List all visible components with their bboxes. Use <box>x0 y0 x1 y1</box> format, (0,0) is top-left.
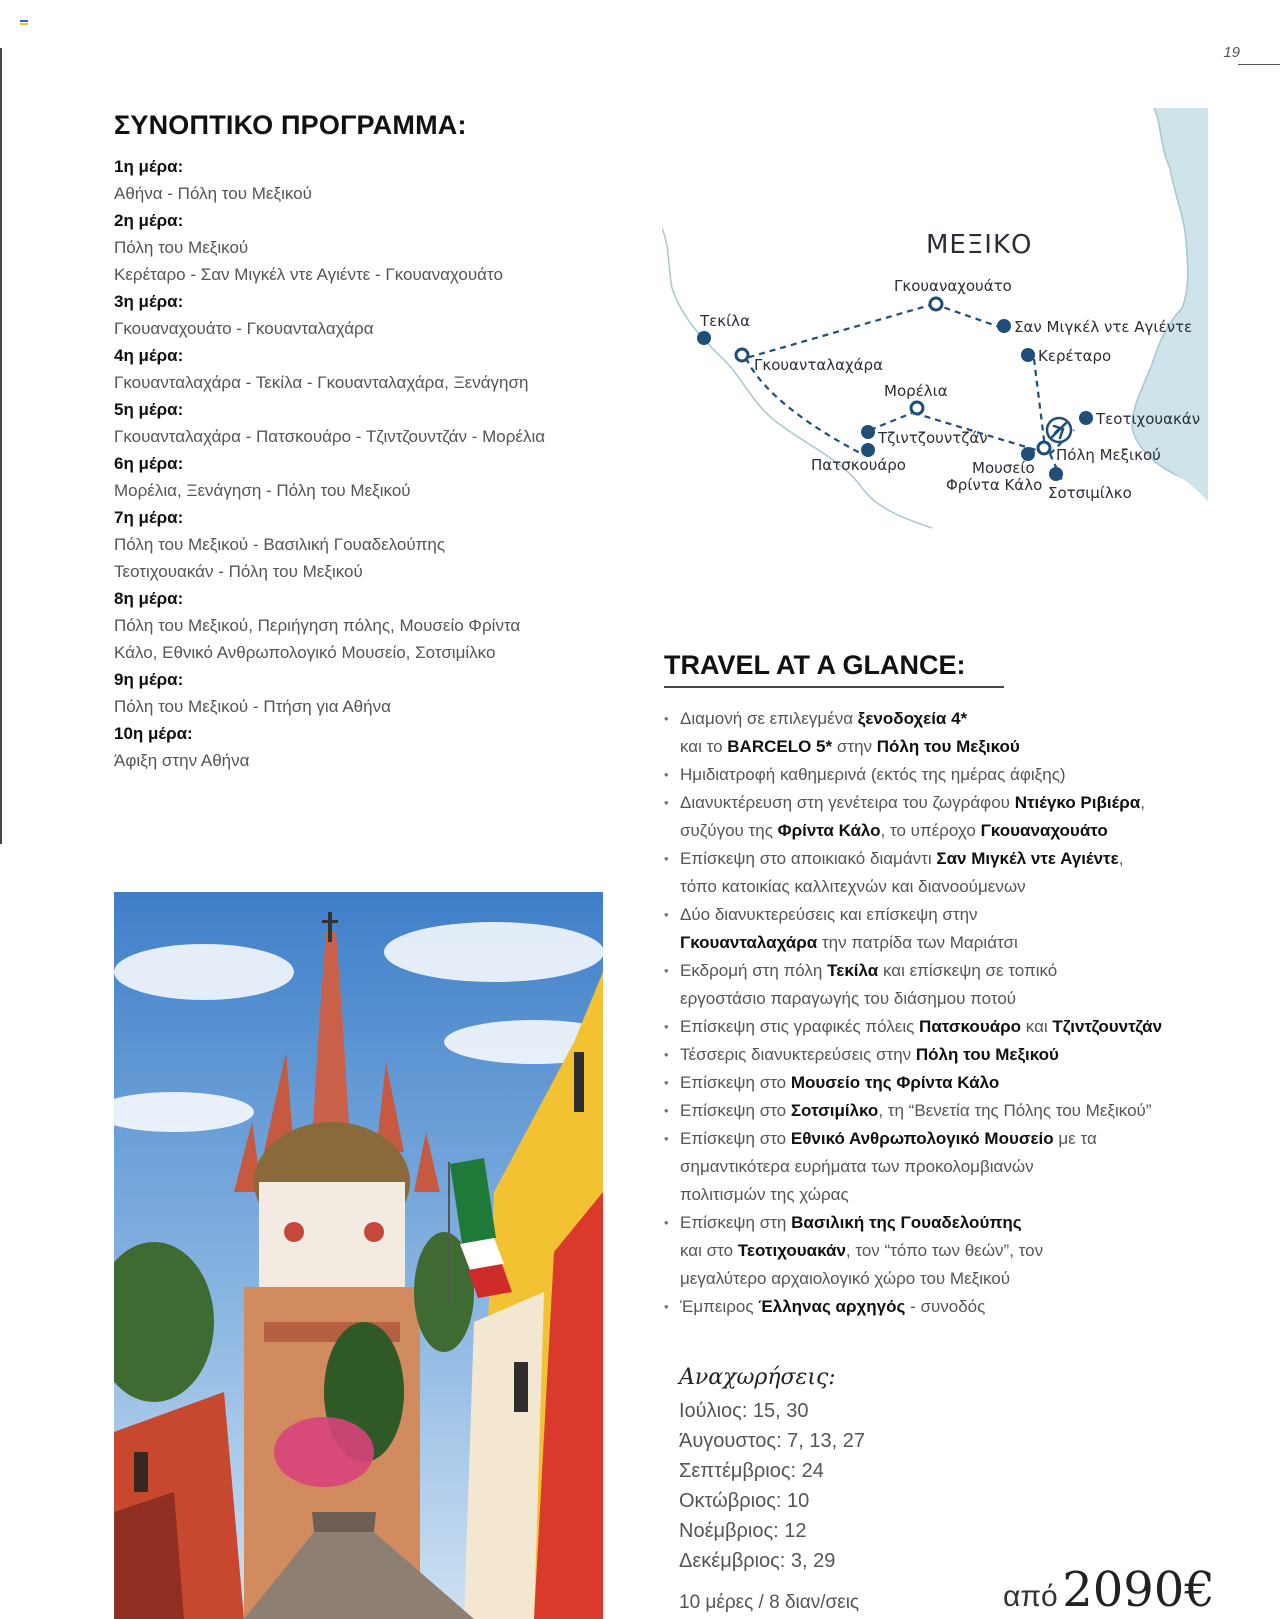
brand-flag-mark <box>20 20 28 27</box>
highlight-text: πολιτισμών της χώρας <box>680 1185 849 1204</box>
highlight-item <box>664 789 1224 845</box>
highlights-list <box>664 705 1224 1321</box>
day-label: 5η μέρα: <box>114 400 184 419</box>
highlight-bold-text: Εθνικό Ανθρωπολογικό Μουσείο <box>790 1129 1054 1148</box>
highlight-bold-text: Φρίντα Κάλο <box>777 821 881 840</box>
highlight-text: Έμπειρος <box>680 1297 759 1316</box>
highlight-item <box>664 1293 1224 1321</box>
day-4 <box>114 342 614 396</box>
day-line: Πόλη του Μεξικού <box>114 238 249 257</box>
day-label: 4η μέρα: <box>114 346 184 365</box>
marker-queretaro <box>1021 348 1035 362</box>
departure-date: Δεκέμβριος: 3, 29 <box>679 1550 836 1572</box>
marker-mexico-city <box>1038 442 1050 454</box>
highlight-text: και το <box>680 737 728 756</box>
label-queretaro: Κερέταρο <box>1038 347 1112 365</box>
label-mexico-city: Πόλη Μεξικού <box>1056 446 1161 464</box>
day-line: Γκουανταλαχάρα - Τεκίλα - Γκουανταλαχάρα, Ξενάγηση <box>114 373 529 392</box>
highlight-bold-text: Σαν Μιγκέλ ντε Αγιέντε <box>936 849 1119 868</box>
highlight-text: Επίσκεψη στις γραφικές πόλεις <box>680 1017 920 1036</box>
marker-morelia <box>911 402 923 414</box>
san-miguel-photo <box>114 892 603 1619</box>
highlight-bold-text: ξενοδοχεία 4* <box>857 709 968 728</box>
day-line: Γκουαναχουάτο - Γκουανταλαχάρα <box>114 319 374 338</box>
route-map-graphic <box>662 108 1208 602</box>
highlight-text: Επίσκεψη στο <box>680 1101 791 1120</box>
highlight-text: Ημιδιατροφή καθημερινά (εκτός της ημέρας άφιξης) <box>680 765 1066 784</box>
page-number: 19 <box>1223 44 1240 61</box>
day-2 <box>114 207 614 288</box>
highlight-text: Επίσκεψη στο <box>680 1073 791 1092</box>
highlight-text: - συνοδός <box>905 1297 986 1316</box>
marker-tequila <box>697 331 711 345</box>
day-label: 7η μέρα: <box>114 508 184 527</box>
day-line: Τεοτιχουακάν - Πόλη του Μεξικού <box>114 562 363 581</box>
marker-guanajuato <box>930 298 942 310</box>
highlight-item <box>664 1041 1224 1069</box>
day-line: Πόλη του Μεξικού, Περιήγηση πόλης, Μουσείο Φρίντα <box>114 616 521 635</box>
highlight-bold-text: Βασιλική της Γουαδελούπης <box>791 1213 1022 1232</box>
label-museum-line1: Μουσείο <box>972 459 1035 477</box>
highlight-bold-text: Πατσκουάρο <box>919 1017 1022 1036</box>
glance-title-rule <box>664 686 1004 688</box>
highlight-text: Διαμονή σε επιλεγμένα <box>680 709 858 728</box>
label-tzintzuntzan: Τζιντζουντζάν <box>878 429 988 447</box>
label-guanajuato: Γκουαναχουάτο <box>894 277 1012 295</box>
highlight-text: , τη “Βενετία της Πόλης του Μεξικού” <box>878 1101 1152 1120</box>
day-3 <box>114 288 614 342</box>
highlight-text: , <box>1118 849 1124 868</box>
day-label: 9η μέρα: <box>114 670 184 689</box>
day-label: 2η μέρα: <box>114 211 184 230</box>
highlight-text: Επίσκεψη στο <box>680 1129 791 1148</box>
departures-title: Αναχωρήσεις: <box>679 1365 836 1390</box>
departure-date: Άυγουστος: 7, 13, 27 <box>679 1430 866 1452</box>
price-value: 2090€ <box>1062 1562 1215 1618</box>
highlight-bold-text: Τεοτιχουακάν <box>737 1241 846 1260</box>
highlight-text: , <box>1140 793 1145 812</box>
left-margin-rule <box>0 48 2 844</box>
day-label: 8η μέρα: <box>114 589 184 608</box>
program-section <box>114 110 614 774</box>
day-line: Πόλη του Μεξικού - Πτήση για Αθήνα <box>114 697 391 716</box>
glance-title: TRAVEL AT A GLANCE: <box>664 650 966 680</box>
label-teotihuacan: Τεοτιχουακάν <box>1096 410 1201 428</box>
day-line: Αθήνα - Πόλη του Μεξικού <box>114 184 312 203</box>
marker-tzintzuntzan <box>861 425 875 439</box>
marker-san-miguel <box>997 319 1011 333</box>
highlight-text: Δύο διανυκτερεύσεις και επίσκεψη στην <box>680 905 978 924</box>
day-label: 1η μέρα: <box>114 157 184 176</box>
day-label: 10η μέρα: <box>114 724 193 743</box>
highlight-text: Επίσκεψη στη <box>680 1213 792 1232</box>
photo-graphic <box>114 892 603 1619</box>
day-10 <box>114 720 614 774</box>
glance-section <box>664 650 1224 687</box>
marker-guadalajara <box>736 349 748 361</box>
program-title: ΣΥΝΟΠΤΙΚΟ ΠΡΟΓΡΑΜΜΑ: <box>114 110 467 140</box>
marker-xochimilco <box>1049 467 1063 481</box>
highlight-text: με τα <box>1053 1129 1097 1148</box>
price-from-label: από <box>1003 1580 1058 1613</box>
highlight-item <box>664 761 1224 789</box>
highlight-text: συζύγου της <box>680 821 778 840</box>
country-label: ΜΕΞΙΚΟ <box>926 230 1033 260</box>
highlight-item <box>664 1097 1224 1125</box>
highlight-item <box>664 1069 1224 1097</box>
highlight-text: στην <box>832 737 877 756</box>
day-line: Κάλο, Εθνικό Ανθρωπολογικό Μουσείο, Σοτσιμίλκο <box>114 643 496 662</box>
label-xochimilco: Σοτσιμίλκο <box>1048 484 1132 502</box>
highlight-bold-text: Ντιέγκο Ριβιέρα <box>1014 793 1141 812</box>
day-label: 3η μέρα: <box>114 292 184 311</box>
highlight-bold-text: Πόλη του Μεξικού <box>876 737 1020 756</box>
highlight-bold-text: Πόλη του Μεξικού <box>915 1045 1059 1064</box>
highlight-bold-text: Γκουανταλαχάρα <box>680 933 818 952</box>
highlight-bold-text: Μουσείο της Φρίντα Κάλο <box>790 1073 1000 1092</box>
highlight-bold-text: Γκουαναχουάτο <box>980 821 1108 840</box>
highlight-text: και επίσκεψη σε τοπικό <box>878 961 1058 980</box>
highlight-text: την πατρίδα των Μαριάτσι <box>817 933 1018 952</box>
day-label: 6η μέρα: <box>114 454 184 473</box>
label-guadalajara: Γκουανταλαχάρα <box>754 356 883 374</box>
page-number-rule <box>1238 64 1280 65</box>
highlight-text: και <box>1021 1017 1053 1036</box>
day-7 <box>114 504 614 585</box>
day-6 <box>114 450 614 504</box>
highlight-text: σημαντικότερα ευρήματα των προκολομβιανών <box>680 1157 1034 1176</box>
day-line: Άφιξη στην Αθήνα <box>114 751 250 770</box>
highlight-text: , τον “τόπο των θεών”, τον <box>845 1241 1044 1260</box>
departure-date: Ιούλιος: 15, 30 <box>679 1400 809 1422</box>
highlight-text: Επίσκεψη στο αποικιακό διαμάντι <box>680 849 937 868</box>
highlight-item <box>664 845 1224 901</box>
highlight-item <box>664 1125 1224 1209</box>
day-8 <box>114 585 614 666</box>
highlight-item <box>664 957 1224 1013</box>
day-5 <box>114 396 614 450</box>
marker-patzcuaro <box>861 443 875 457</box>
day-line: Κερέταρο - Σαν Μιγκέλ ντε Αγιέντε - Γκουαναχουάτο <box>114 265 503 284</box>
highlight-bold-text: Έλληνας αρχηγός <box>758 1297 906 1316</box>
label-patzcuaro: Πατσκουάρο <box>811 456 906 474</box>
departure-date: Νοέμβριος: 12 <box>679 1520 807 1542</box>
marker-teotihuacan <box>1079 411 1093 425</box>
highlight-item <box>664 1013 1224 1041</box>
highlight-bold-text: Τεκίλα <box>827 961 879 980</box>
highlight-bold-text: Τζιντζουντζάν <box>1052 1017 1163 1036</box>
highlight-text: Εκδρομή στη πόλη <box>680 961 828 980</box>
highlight-item <box>664 705 1224 761</box>
label-morelia: Μορέλια <box>884 382 948 400</box>
highlight-item <box>664 901 1224 957</box>
day-1 <box>114 153 614 207</box>
highlight-item <box>664 1209 1224 1293</box>
highlight-text: Διανυκτέρευση στη γενέτειρα του ζωγράφου <box>680 793 1015 812</box>
route-map <box>662 108 1208 602</box>
highlight-text: και στο <box>680 1241 738 1260</box>
highlight-bold-text: Σοτσιμίλκο <box>790 1101 879 1120</box>
airplane-icon <box>1047 418 1071 442</box>
highlight-bold-text: BARCELO 5* <box>727 737 833 756</box>
highlight-text: Τέσσερις διανυκτερεύσεις στην <box>680 1045 916 1064</box>
trip-duration: 10 μέρες / 8 διαν/σεις <box>679 1592 860 1613</box>
label-san-miguel: Σαν Μιγκέλ ντε Αγιέντε <box>1014 318 1193 336</box>
highlight-text: τόπο κατοικίας καλλιτεχνών και διανοούμενων <box>680 877 1026 896</box>
highlight-text: μεγαλύτερο αρχαιολογικό χώρο του Μεξικού <box>680 1269 1011 1288</box>
label-tequila: Τεκίλα <box>700 312 750 330</box>
highlight-text: , το υπέροχο <box>880 821 981 840</box>
day-line: Μορέλια, Ξενάγηση - Πόλη του Μεξικού <box>114 481 411 500</box>
price-block <box>1003 1562 1215 1618</box>
departures-section <box>679 1365 999 1576</box>
label-museum-line2: Φρίντα Κάλο <box>946 476 1043 494</box>
day-9 <box>114 666 614 720</box>
day-line: Πόλη του Μεξικού - Βασιλική Γουαδελούπης <box>114 535 446 554</box>
day-line: Γκουανταλαχάρα - Πατσκουάρο - Τζιντζουντζάν - Μορέλια <box>114 427 546 446</box>
departure-date: Σεπτέμβριος: 24 <box>679 1460 824 1482</box>
highlight-text: εργοστάσιο παραγωγής του διάσημου ποτού <box>680 989 1017 1008</box>
departure-date: Οκτώβριος: 10 <box>679 1490 810 1512</box>
